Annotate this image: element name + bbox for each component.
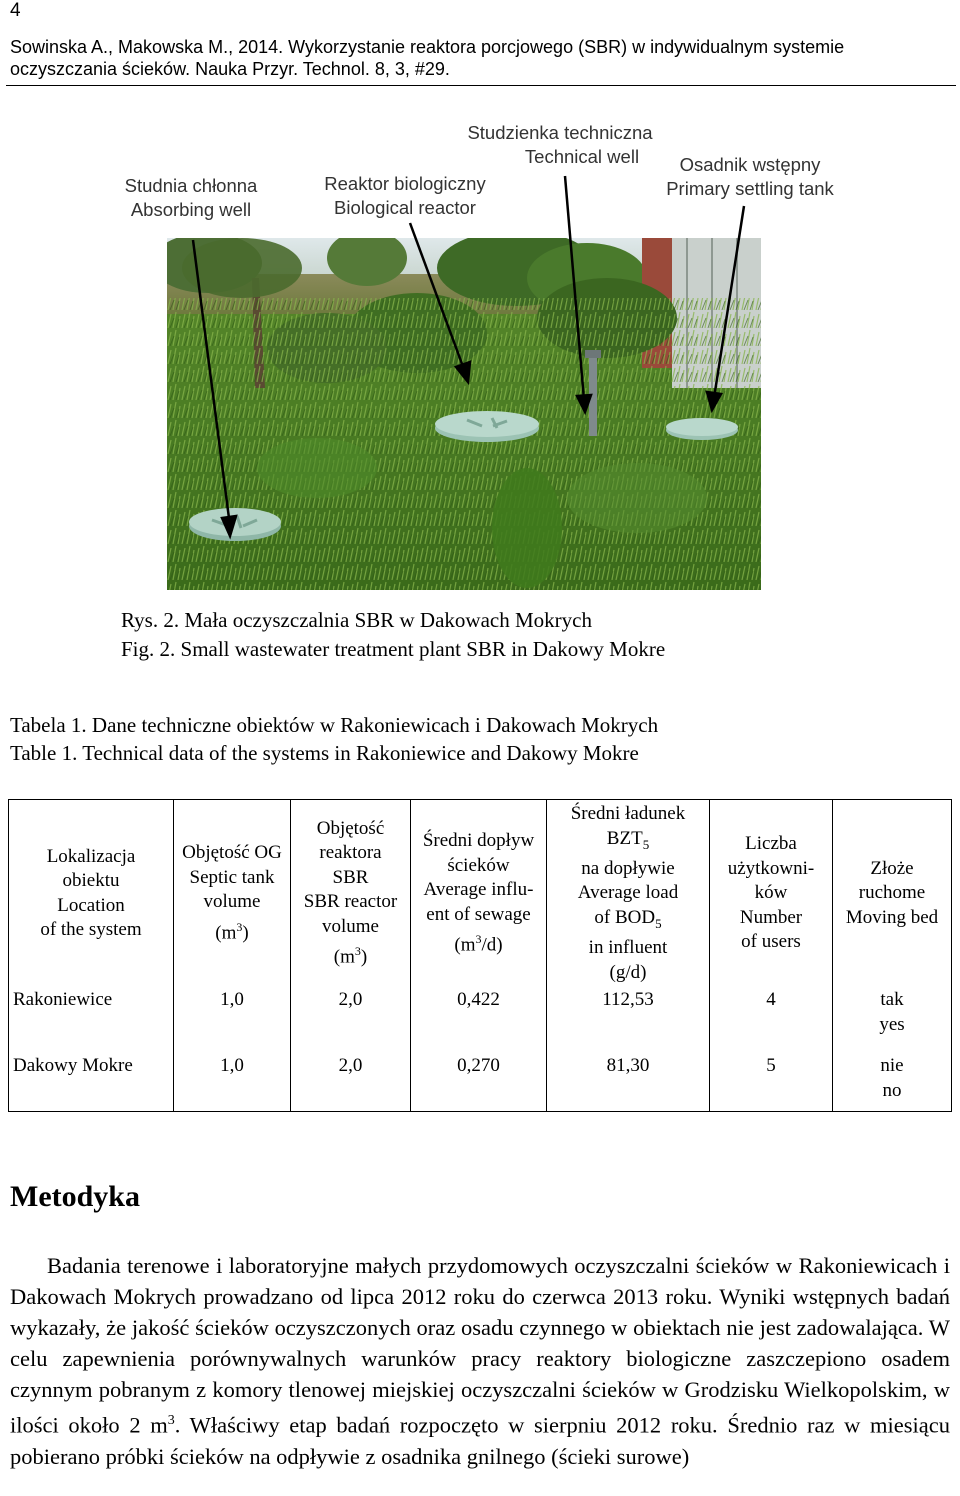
header-reactor-volume: Objętość reaktora SBR SBR reactor volume $(m^3)$	[291, 800, 411, 988]
header-number-of-users: Liczba użytkowni- ków Number of users	[710, 800, 833, 988]
figure-caption-en: Fig. 2. Small wastewater treatment plant SBR in Dakowy Mokre	[121, 637, 666, 661]
header-average-inflow: Średni dopływ ścieków Average influ- ent of sewage $(m^3/d)$	[411, 800, 547, 988]
label-biological-reactor: Reaktor biologiczny Biological reactor	[324, 173, 486, 218]
header-rule	[6, 85, 956, 86]
cell-load: 112,53	[547, 987, 710, 1053]
cell-inflow: 0,270	[411, 1053, 547, 1112]
cell-reactor: 2,0	[291, 1053, 411, 1112]
cell-location: Rakoniewice	[9, 987, 174, 1053]
header-average-load: Średni ładunek $BZT_5$ na dopływie Average load of $BOD_5$ in influent (g/d)	[547, 800, 710, 988]
table-caption-en: Table 1. Technical data of the systems in Rakoniewice and Dakowy Mokre	[10, 741, 639, 765]
label-technical-well: Studzienka techniczna Technical well	[467, 122, 653, 167]
figure-caption-pl: Rys. 2. Mała oczyszczalnia SBR w Dakowach Mokrych	[121, 608, 592, 632]
cell-septic: 1,0	[174, 987, 291, 1053]
table-header-row	[9, 800, 952, 988]
cell-users: 5	[710, 1053, 833, 1112]
cell-bed: tak yes	[833, 987, 952, 1053]
table-row	[9, 987, 952, 1053]
cell-reactor: 2,0	[291, 987, 411, 1053]
cell-load: 81,30	[547, 1053, 710, 1112]
label-primary-settling-tank: Osadnik wstępny Primary settling tank	[666, 154, 834, 199]
cell-bed: nie no	[833, 1053, 952, 1112]
page-number: 4	[10, 0, 21, 21]
cell-users: 4	[710, 987, 833, 1053]
cell-location: Dakowy Mokre	[9, 1053, 174, 1112]
photo-wastewater-plant	[167, 238, 761, 590]
header-moving-bed: Złoże ruchome Moving bed	[833, 800, 952, 988]
cell-septic: 1,0	[174, 1053, 291, 1112]
section-heading: Metodyka	[10, 1180, 140, 1213]
table-row	[9, 1053, 952, 1112]
body-paragraph: Badania terenowe i laboratoryjne małych przydomowych oczyszczalni ścieków w Rakoniewicach i Dakowach Mokrych prowadzano od lipca 2012 roku do czerwca 2013 roku. Wyniki wstępnych badań wykazały, że jakość ścieków oczyszczonych oraz osadu czynnego w obiektach nie jest zadowalająca. W celu zapewnienia porównywalnych warunków pracy reaktory biologiczne zaszczepiono osadem czynnym pobranym z komory tlenowej miejskiej oczyszczalni ścieków w Grodzisku Wielkopolskim, w ilości około 2 $m^3$. Właściwy etap badań rozpoczęto w sierpniu 2012 roku. Średnio raz w miesiącu pobierano próbki ścieków na odpływie z osadnika gnilnego (ścieki surowe)	[10, 1253, 951, 1469]
header-location: Lokalizacja obiektu Location of the system	[9, 800, 174, 988]
table-caption-pl: Tabela 1. Dane techniczne obiektów w Rakoniewicach i Dakowach Mokrych	[10, 713, 659, 737]
cell-inflow: 0,422	[411, 987, 547, 1053]
header-septic-volume: Objętość OG Septic tank volume $(m^3)$	[174, 800, 291, 988]
technical-data-table	[8, 799, 952, 1112]
label-absorbing-well: Studnia chłonna Absorbing well	[124, 175, 258, 220]
citation: Sowinska A., Makowska M., 2014. Wykorzystanie reaktora porcjowego (SBR) w indywidualnym systemie oczyszczania ścieków. Nauka Przyr. Technol. 8, 3, #29.	[10, 37, 845, 79]
